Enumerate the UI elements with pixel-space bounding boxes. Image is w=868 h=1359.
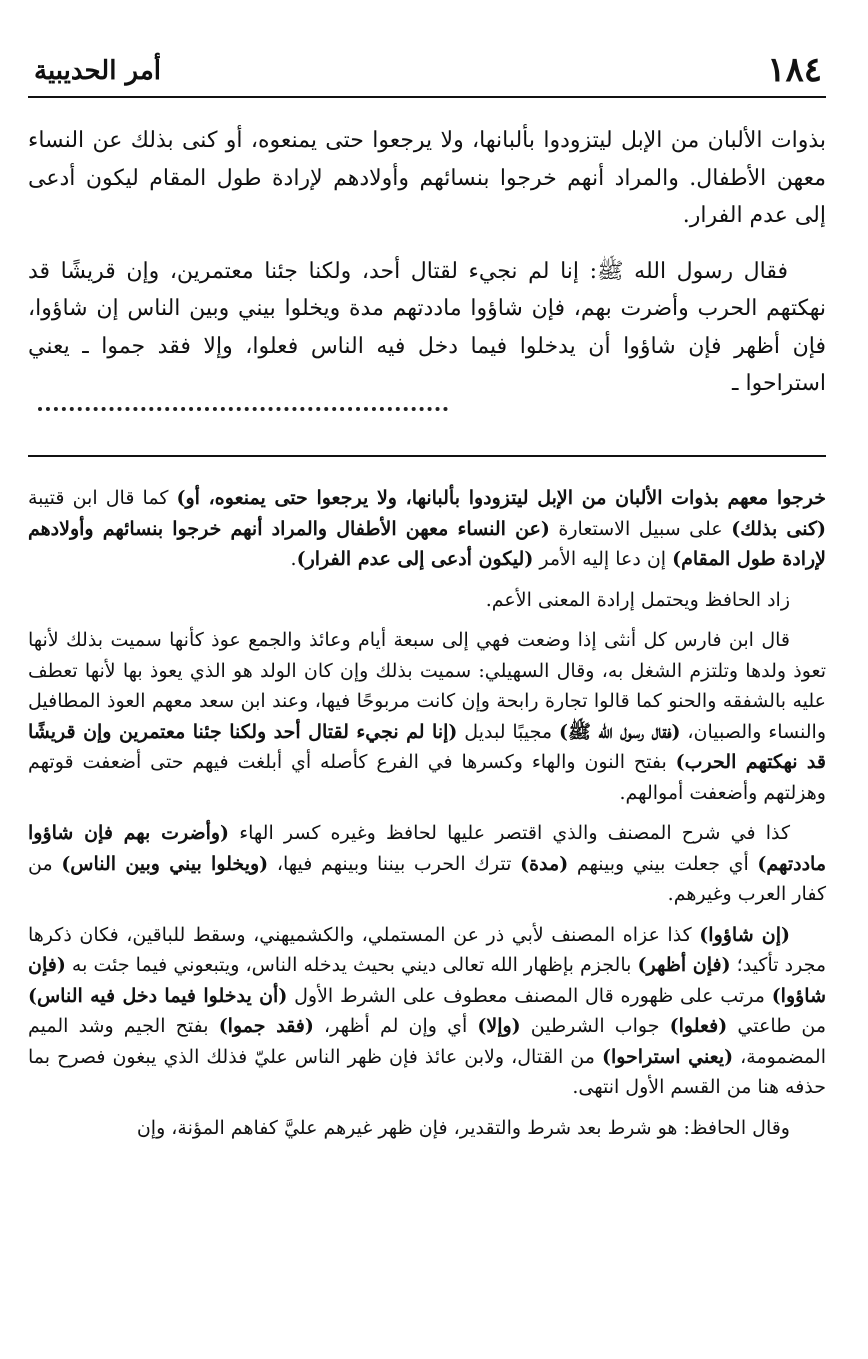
page-number: ١٨٤ [767, 50, 822, 90]
commentary-paragraph-3 [28, 625, 826, 808]
commentary-text: كذا في شرح المصنف والذي اقتصر عليها لحافظ وغيره كسر الهاء [229, 822, 790, 844]
commentary-text: كذا عزاه المصنف لأبي ذر عن المستملي، والكشميهني، وسقط للباقين، فكان ذكرها مجرد تأكيد؛ [28, 923, 827, 976]
quoted-text: (يعني استراحوا) [601, 1045, 734, 1068]
quoted-text: (وأضرت بهم فإن شاؤوا ماددتهم) [28, 822, 826, 875]
commentary-paragraph-6: وقال الحافظ: هو شرط بعد شرط والتقدير، فإن ظهر غيرهم عليَّ كفاهم المؤنة، وإن [136, 1116, 790, 1139]
quoted-text: (فإن شاؤوا) [28, 954, 827, 1007]
commentary-text: مجيبًا لبديل [457, 720, 559, 743]
commentary-text: بفتح النون والهاء وكسرها في الفرع كأصله أي أبلغت فيهم حتى أضعفت قوتهم وهزلتهم وأضعفت أموالهم. [28, 751, 826, 804]
page-header [28, 46, 826, 98]
dotted-continuation-line [38, 407, 448, 411]
commentary-text: إن دعا إليه الأمر [533, 548, 673, 570]
commentary-paragraph-2: زاد الحافظ ويحتمل إرادة المعنى الأعم. [485, 588, 790, 611]
commentary-text: من كفار العرب وغيرهم. [28, 852, 826, 905]
quoted-text: (ويخلوا بيني وبين الناس) [61, 852, 269, 875]
quoted-text: (أن يدخلوا فيما دخل فيه الناس) [28, 984, 288, 1007]
quoted-text: (إنا لم نجيء لقتال أحد ولكنا جئنا معتمرين وإن قريشًا قد نهكتهم الحرب) [28, 720, 826, 773]
commentary-text: أي وإن لم أظهر، [313, 1015, 478, 1037]
commentary-text: من طاعتي [727, 1015, 827, 1037]
quoted-text: خرجوا معهم بذوات الألبان من الإبل ليتزودوا بألبانها، ولا يرجعوا حتى يمنعوه، أو) [176, 487, 826, 509]
running-title: أمر الحديبية [34, 56, 161, 86]
commentary-text: جواب الشرطين [520, 1015, 670, 1037]
commentary-divider [28, 455, 826, 457]
main-paragraph-1: بذوات الألبان من الإبل ليتزودوا بألبانها، ولا يرجعوا حتى يمنعوه، أو كنى بذلك عن النساء معهن الأطفال. والمراد أنهم خرجوا بنسائهم وأولادهم لإرادة طول المقام ليكون أدعى إلى عدم الفرار. [28, 128, 826, 228]
quoted-text: (فإن أظهر) [637, 954, 731, 976]
quoted-text: (عن النساء معهن الأطفال والمراد أنهم خرجوا بنسائهم وأولادهم لإرادة طول المقام) [28, 517, 826, 570]
quoted-text: (إن شاؤوا) [699, 923, 790, 946]
main-paragraph-2: فقال رسول الله ﷺ: إنا لم نجيء لقتال أحد، ولكنا جئنا معتمرين، وإن قريشًا قد نهكتهم الحرب وأضرت بهم، فإن شاؤوا ماددتهم مدة ويخلوا بيني وبين الناس إن شاؤوا، فإن أظهر فإن شاؤوا أن يدخلوا فيما دخل فيه الناس فعلوا، وإلا فقد جموا ـ يعني استراحوا ـ [28, 258, 826, 396]
quoted-text: (مدة) [520, 852, 569, 875]
commentary-paragraph-4 [28, 818, 826, 910]
quoted-text: (كنى بذلك) [731, 517, 826, 540]
commentary-text: تترك الحرب بيننا وبينهم فيها، [268, 852, 521, 875]
quoted-text: (فعلوا) [669, 1015, 728, 1037]
commentary-text: قال ابن فارس كل أنثى إذا وضعت فهي إلى سبعة أيام وعائذ والجمع عوذ كأنها سميت بذلك لأنها تعوذ ولدها وتلتزم الشغل به، وقال السهيلي: سميت بذلك وإن كان الولد هو الذي يعوذ بها لأنها تعطف عليه بالشفقه والحنو كما قالوا تجارة رابحة وإن كانت مربوحًا فيها، وعند ابن سعد معهم العوذ المطافيل والنساء والصبيان، [28, 629, 826, 743]
quoted-text: (فقال رسول الله ﷺ) [558, 720, 681, 743]
commentary [28, 483, 826, 1153]
commentary-text: مرتب على ظهوره قال المصنف معطوف على الشرط الأول [287, 984, 772, 1007]
commentary-text: على سبيل الاستعارة [549, 517, 732, 540]
commentary-text: كما قال ابن قتيبة [28, 487, 177, 509]
commentary-text: بفتح الجيم وشد الميم المضمومة، [28, 1015, 826, 1068]
quoted-text: (وإلا) [477, 1015, 521, 1037]
commentary-text: من القتال، ولابن عائذ فإن ظهر الناس عليّ فذلك الذي يبغون فصرح بما حذفه هنا من القسم الأول انتهى. [28, 1045, 826, 1098]
quoted-text: (فقد جموا) [218, 1015, 314, 1037]
commentary-paragraph-5 [28, 920, 826, 1103]
commentary-text: . [290, 548, 297, 570]
commentary-text: بالجزم بإظهار الله تعالى ديني بحيث يدخله الناس، ويتبعوني فيما جئت به [65, 954, 638, 976]
commentary-text: أي جعلت بيني وبينهم [568, 852, 758, 875]
main-text [28, 122, 826, 403]
commentary-paragraph-1 [28, 483, 826, 575]
quoted-text: (ليكون أدعى إلى عدم الفرار) [296, 548, 534, 570]
